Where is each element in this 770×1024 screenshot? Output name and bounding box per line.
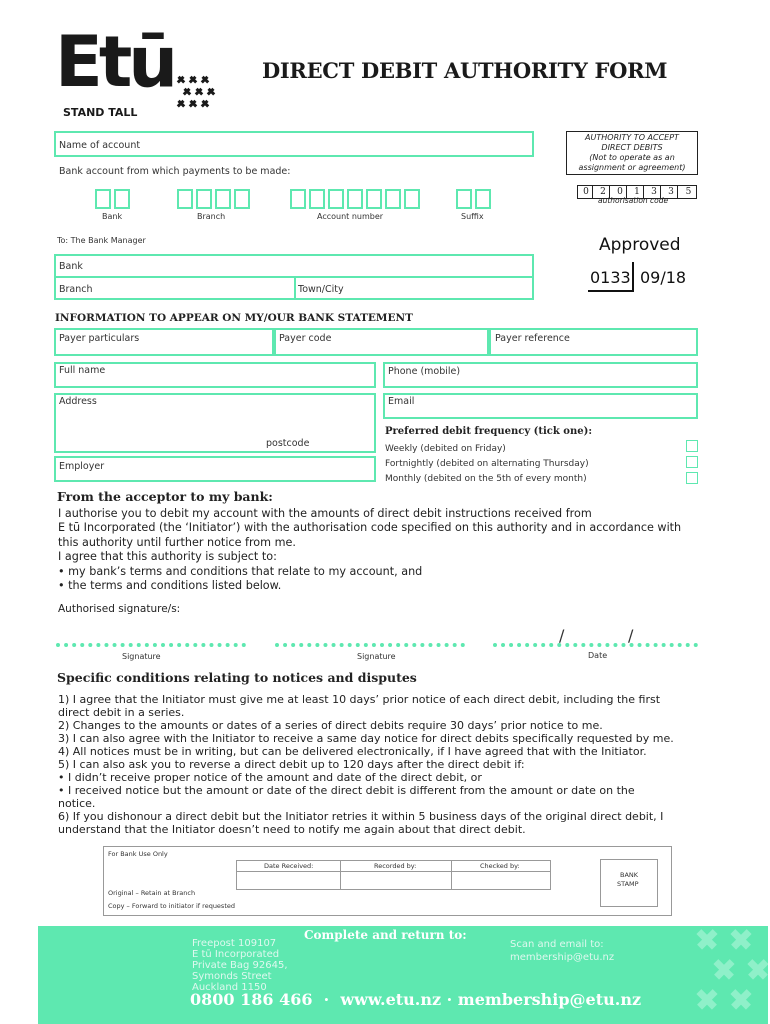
original-note: Original – Retain at Branch (108, 889, 196, 897)
recorded-by-label: Recorded by: (374, 862, 417, 870)
condition-line: 6) If you dishonour a direct debit but the Initiator retries it within 5 business days of the original direct debit, I (58, 810, 664, 823)
signature-line-1[interactable] (56, 643, 246, 647)
logo-text: Etū (55, 21, 175, 103)
logo-pattern-icon (175, 72, 221, 118)
address-label: Address (59, 396, 97, 407)
authority-line-1: AUTHORITY TO ACCEPT (585, 133, 679, 142)
phone-label: Phone (mobile) (388, 366, 461, 377)
condition-line: 1) I agree that the Initiator must give me at least 10 days’ prior notice of each direct debit, including the first (58, 693, 661, 706)
postcode-label: postcode (266, 438, 310, 449)
acceptor-line: E tū Incorporated (the ‘Initiator’) with the authorisation code specified on this authority and in accordance with (58, 521, 682, 534)
town-divider (294, 278, 296, 300)
monthly-checkbox[interactable] (686, 472, 698, 484)
authority-line-2: DIRECT DEBITS (601, 143, 663, 152)
acceptor-line: I agree that this authority is subject to: (58, 550, 277, 563)
copy-note: Copy – Forward to initiator if requested (108, 902, 235, 910)
employer-label: Employer (59, 461, 105, 472)
footer-address-line: Symonds Street (192, 971, 272, 982)
bank-stamp-line-1: BANK (620, 871, 639, 879)
footer-address-line: E tū Incorporated (192, 949, 280, 960)
condition-line: direct debit in a series. (58, 706, 185, 719)
bank-account-label: Bank account from which payments to be made: (59, 166, 291, 177)
signature-line-2[interactable] (275, 643, 465, 647)
to-bank-manager-label: To: The Bank Manager (57, 236, 146, 245)
account-digit-input[interactable] (328, 189, 344, 209)
code-digit: 3 (665, 186, 678, 198)
date-received-label: Date Received: (264, 862, 314, 870)
bank-use-title: For Bank Use Only (108, 850, 168, 858)
signature-label-2: Signature (357, 652, 396, 661)
payer-code-label: Payer code (279, 333, 332, 344)
date-label: Date (588, 651, 608, 660)
code-digit: 0 (614, 186, 627, 198)
fortnightly-checkbox[interactable] (686, 456, 698, 468)
frequency-option-monthly: Monthly (debited on the 5th of every month) (385, 474, 587, 484)
code-digit: 1 (631, 186, 644, 198)
payer-particulars-label: Payer particulars (59, 333, 140, 344)
conditions-heading: Specific conditions relating to notices and disputes (57, 670, 417, 685)
logo-tagline: STAND TALL (63, 106, 138, 119)
authority-line-3: (Not to operate as an (589, 153, 675, 162)
acceptor-line: this authority until further notice from me. (58, 536, 296, 549)
date-slash-2: / (628, 626, 634, 645)
name-of-account-label: Name of account (59, 140, 141, 151)
bank-field[interactable] (54, 254, 534, 278)
branch-digit-input[interactable] (234, 189, 250, 209)
approved-divider (632, 262, 634, 290)
footer-contact-line[interactable]: 0800 186 466 · www.etu.nz · membership@etu.nz (190, 990, 642, 1009)
code-digit: 2 (597, 186, 610, 198)
code-digit: 5 (685, 187, 692, 197)
account-digit-input[interactable] (366, 189, 382, 209)
footer-scan-email[interactable]: membership@etu.nz (510, 952, 615, 963)
frequency-heading: Preferred debit frequency (tick one): (385, 426, 593, 437)
bank-label: Bank (102, 212, 123, 221)
bank-use-header-line (236, 871, 551, 872)
branch-field-label: Branch (59, 284, 93, 295)
account-digit-input[interactable] (290, 189, 306, 209)
checked-by-label: Checked by: (480, 862, 520, 870)
acceptor-line: • the terms and conditions listed below. (58, 579, 282, 592)
suffix-digit-input[interactable] (456, 189, 472, 209)
acceptor-heading: From the acceptor to my bank: (57, 489, 273, 504)
footer-heading: Complete and return to: (304, 928, 467, 942)
frequency-option-fortnightly: Fortnightly (debited on alternating Thursday) (385, 459, 589, 469)
statement-heading: INFORMATION TO APPEAR ON MY/OUR BANK STATEMENT (55, 312, 413, 324)
condition-line: understand that the Initiator doesn’t need to notify me again about that direct debit. (58, 823, 526, 836)
suffix-label: Suffix (461, 212, 484, 221)
weekly-checkbox[interactable] (686, 440, 698, 452)
footer-address-line: Freepost 109107 (192, 938, 277, 949)
acceptor-line: I authorise you to debit my account with the amounts of direct debit instructions received from (58, 507, 592, 520)
bank-stamp-line-2: STAMP (617, 880, 639, 888)
authorisation-code-label: authorisation code (598, 196, 669, 205)
code-digit: 3 (648, 186, 661, 198)
bank-digit-input[interactable] (95, 189, 111, 209)
footer-pattern-icon (686, 926, 768, 1024)
email-field[interactable] (383, 393, 698, 419)
signature-label-1: Signature (122, 652, 161, 661)
condition-line: 5) I can also ask you to reverse a direct debit up to 120 days after the direct debit if: (58, 758, 525, 771)
suffix-digit-input[interactable] (475, 189, 491, 209)
account-number-label: Account number (317, 212, 384, 221)
authority-line-4: assignment or agreement) (578, 163, 686, 172)
footer-scan-label: Scan and email to: (510, 939, 604, 950)
address-field[interactable] (54, 393, 376, 453)
branch-label: Branch (197, 212, 226, 221)
bank-field-label: Bank (59, 261, 83, 272)
footer-address-line: Auckland 1150 (192, 982, 267, 993)
full-name-label: Full name (59, 365, 106, 376)
authority-box (566, 131, 698, 175)
condition-line: 4) All notices must be in writing, but can be delivered electronically, if I have agreed that with the Initiator. (58, 745, 647, 758)
account-digit-input[interactable] (404, 189, 420, 209)
account-digit-input[interactable] (309, 189, 325, 209)
date-line[interactable] (493, 643, 698, 647)
condition-line: 2) Changes to the amounts or dates of a series of direct debits require 30 days’ prior notice to me. (58, 719, 603, 732)
bank-digit-input[interactable] (114, 189, 130, 209)
account-digit-input[interactable] (347, 189, 363, 209)
code-digit: 0 (580, 186, 593, 198)
form-title: DIRECT DEBIT AUTHORITY FORM (262, 58, 668, 83)
branch-digit-input[interactable] (215, 189, 231, 209)
condition-line: 3) I can also agree with the Initiator to receive a same day notice for direct debits specifically requested by me. (58, 732, 674, 745)
condition-line: • I received notice but the amount or date of the direct debit is different from the amount or date on the (58, 784, 635, 797)
date-slash-1: / (559, 626, 565, 645)
footer-address-line: Private Bag 92645, (192, 960, 288, 971)
approved-status: Approved (599, 235, 681, 255)
acceptor-line: • my bank’s terms and conditions that relate to my account, and (58, 565, 423, 578)
etu-logo (55, 21, 225, 125)
authorised-signature-label: Authorised signature/s: (58, 603, 181, 615)
town-city-label: Town/City (298, 284, 344, 295)
account-digit-input[interactable] (385, 189, 401, 209)
frequency-option-weekly: Weekly (debited on Friday) (385, 444, 506, 454)
email-label: Email (388, 396, 415, 407)
condition-line: notice. (58, 797, 96, 810)
approved-code: 0133 (590, 268, 631, 287)
approved-date: 09/18 (640, 268, 687, 287)
condition-line: • I didn’t receive proper notice of the amount and date of the direct debit, or (58, 771, 482, 784)
approved-stamp (588, 262, 690, 290)
branch-digit-input[interactable] (196, 189, 212, 209)
payer-reference-label: Payer reference (495, 333, 570, 344)
approved-underline (588, 290, 634, 292)
branch-digit-input[interactable] (177, 189, 193, 209)
